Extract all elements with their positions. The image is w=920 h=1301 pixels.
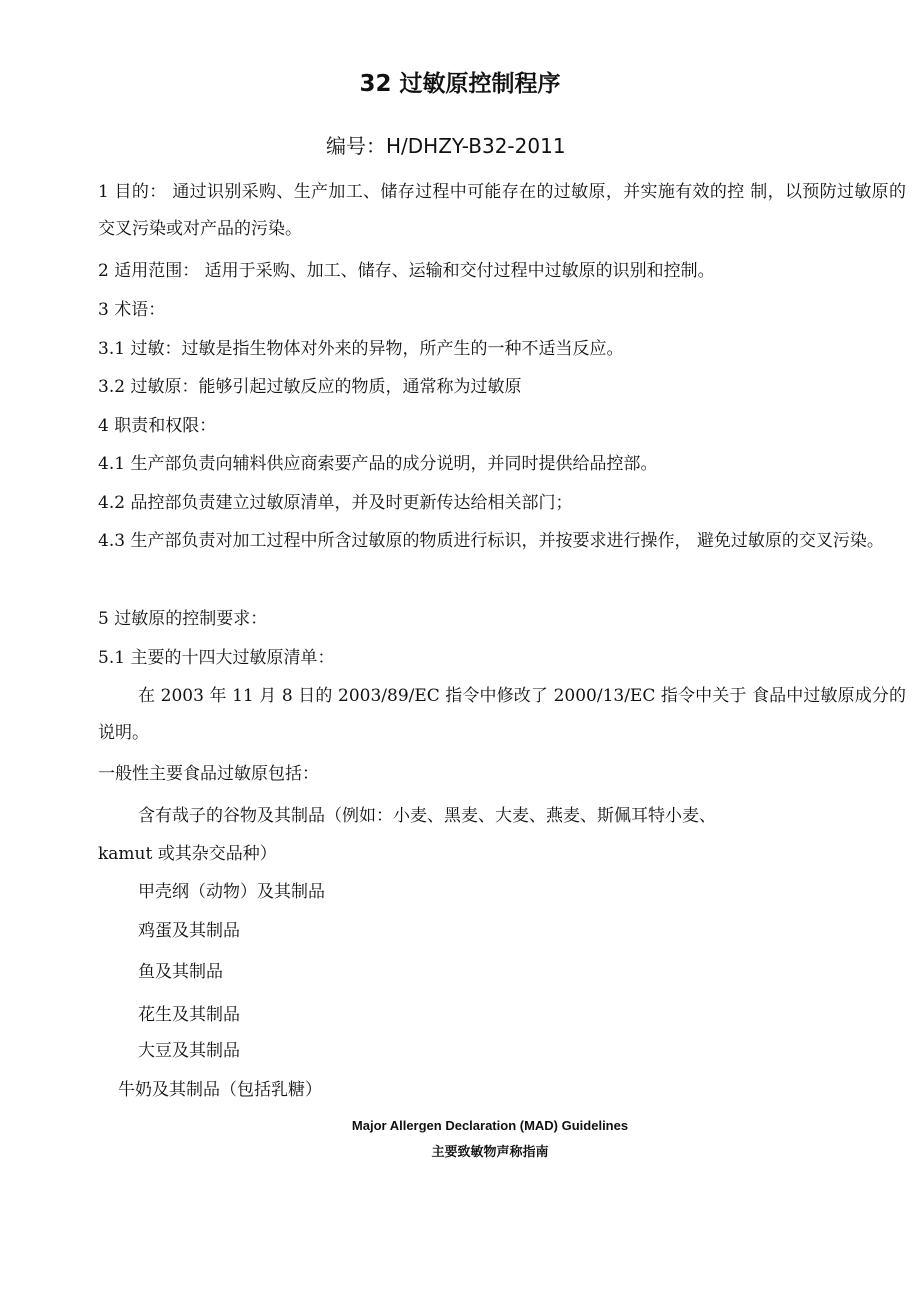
section-1-purpose: 1 目的： 通过识别采购、生产加工、储存过程中可能存在的过敏原，并实施有效的控 制，以预防过敏原的交叉污染或对产品的污染。 [98,182,906,239]
section-4-3: 4.3 生产部负责对加工过程中所含过敏原的物质进行标识，并按要求进行操作， 避免过敏原的交叉污染。 [98,531,884,551]
allergen-cereals-line2: kamut 或其杂交品种） [98,844,277,864]
section-3-terms: 3 术语： [98,300,166,320]
allergen-soybeans: 大豆及其制品 [138,1041,240,1061]
section-4-2: 4.2 品控部负责建立过敏原清单，并及时更新传达给相关部门； [98,493,573,513]
section-2-scope: 2 适用范围： 适用于采购、加工、储存、运输和交付过程中过敏原的识别和控制。 [98,261,715,281]
section-4-1: 4.1 生产部负责向辅料供应商索要产品的成分说明，并同时提供给品控部。 [98,454,658,474]
mad-title-en: Major Allergen Declaration (MAD) Guidelines [351,1118,629,1133]
section-3-1-allergy: 3.1 过敏：过敏是指生物体对外来的异物，所产生的一种不适当反应。 [98,339,624,359]
general-allergens-heading: 一般性主要食品过敏原包括： [98,764,319,784]
document-code: 编号：H/DHZY-B32-2011 [326,134,566,158]
allergen-crustaceans: 甲壳纲（动物）及其制品 [138,882,325,902]
allergen-cereals-line1: 含有哉子的谷物及其制品（例如：小麦、黑麦、大麦、燕麦、斯佩耳特小麦、 [138,806,716,826]
section-5-control: 5 过敏原的控制要求： [98,609,268,629]
allergen-peanuts: 花生及其制品 [138,1005,240,1025]
section-4-responsibilities: 4 职责和权限： [98,416,217,436]
mad-title-zh: 主要致敏物声称指南 [431,1145,549,1160]
section-5-1: 5.1 主要的十四大过敏原清单： [98,648,335,668]
allergen-milk: 牛奶及其制品（包括乳糖） [118,1080,322,1100]
document-title: 32 过敏原控制程序 [359,71,561,97]
allergen-fish: 鱼及其制品 [138,962,223,982]
section-3-2-allergen: 3.2 过敏原：能够引起过敏反应的物质，通常称为过敏原 [98,377,522,397]
section-5-1-text: 在 2003 年 11 月 8 日的 2003/89/EC 指令中修改了 2000/13/EC 指令中关于 食品中过敏原成分的说明。 [98,686,906,743]
allergen-eggs: 鸡蛋及其制品 [138,921,240,941]
